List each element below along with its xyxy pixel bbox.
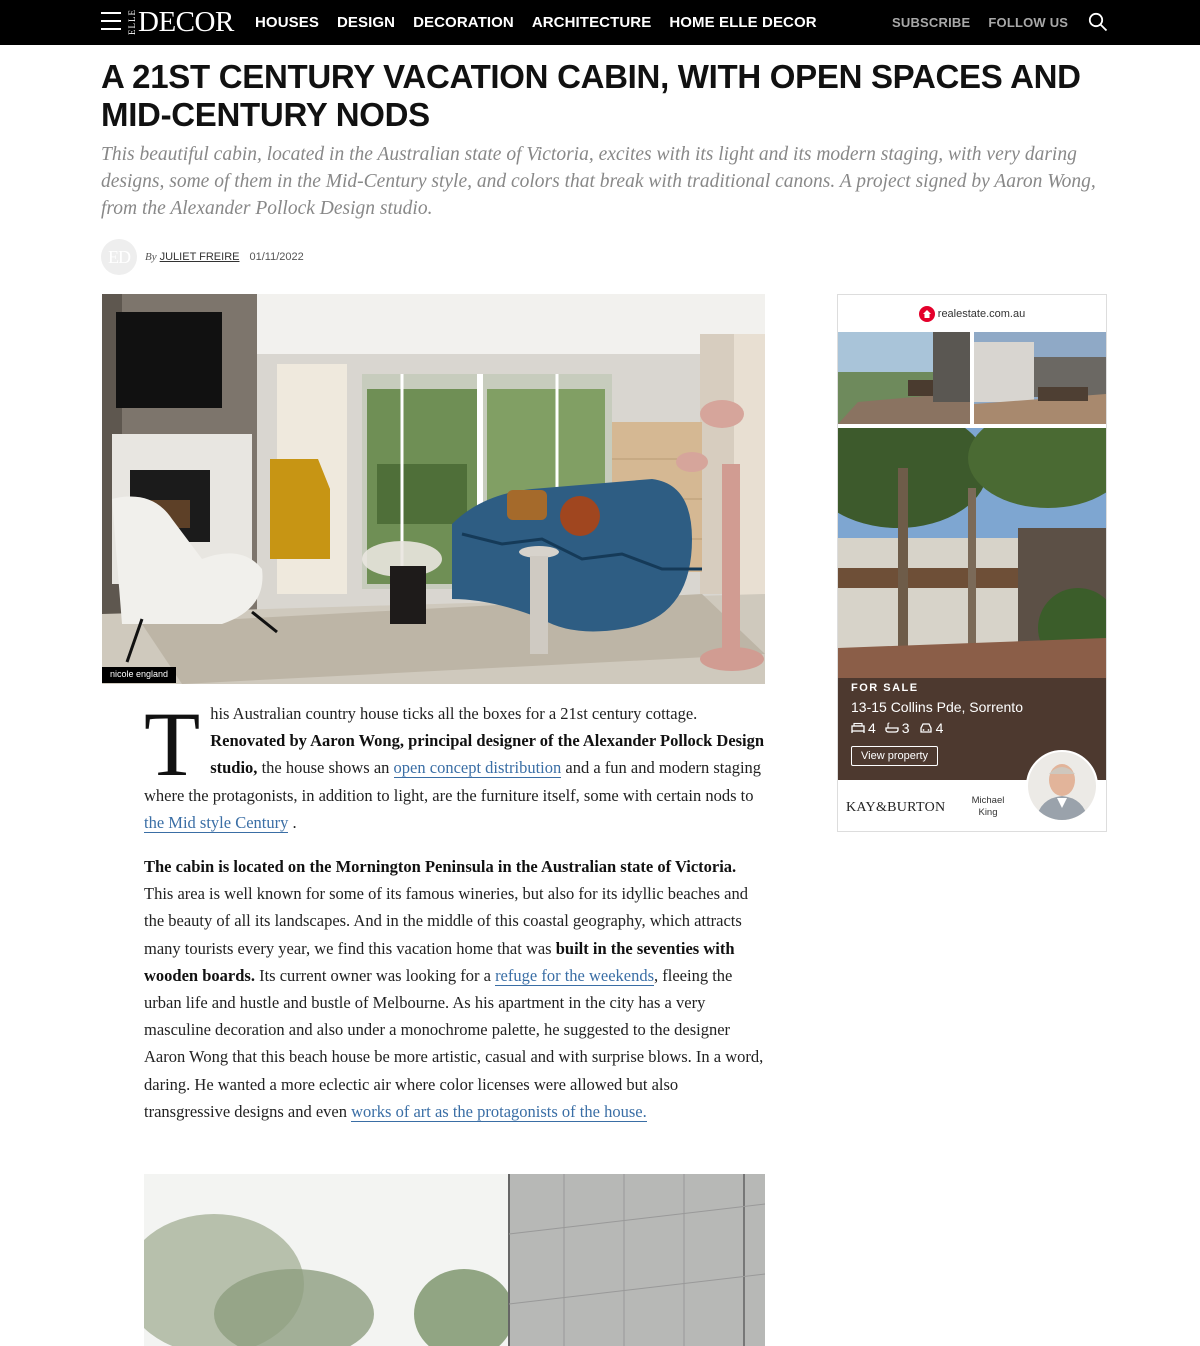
ad-address: 13-15 Collins Pde, Sorrento xyxy=(851,699,1023,715)
p2-bold-2: built in the seventies with wooden boards. xyxy=(144,938,735,985)
nav-link-decoration[interactable]: DECORATION xyxy=(413,14,514,31)
agent-first-name: Michael xyxy=(971,795,1005,806)
p1-text-3: and a fun and modern staging where the protagonists, in addition to light, are the furniture itself, some with certain nods to xyxy=(144,758,762,805)
main-nav-links xyxy=(255,0,835,45)
nav-secondary-links xyxy=(892,0,1086,45)
p1-bold-1: Renovated by Aaron Wong, principal designer of the Alexander Pollock Design studio, xyxy=(210,731,765,778)
ad-cars-count: 4 xyxy=(935,720,944,736)
agent-photo xyxy=(1026,750,1098,822)
p2-text-2: Its current owner was looking for a xyxy=(254,965,496,985)
agent-last-name: King xyxy=(978,807,998,818)
car-icon xyxy=(919,722,933,734)
byline xyxy=(145,251,304,263)
ad-features xyxy=(851,720,952,736)
ad-beds xyxy=(851,720,876,736)
ad-cars xyxy=(919,720,944,736)
article-body xyxy=(144,693,766,1142)
ad-beds-count: 4 xyxy=(868,720,876,736)
ad-thumbnails xyxy=(838,332,1106,424)
realestate-home-icon xyxy=(919,306,935,322)
bed-icon xyxy=(851,722,865,734)
link-mid-century[interactable]: the Mid style Century xyxy=(144,812,289,832)
elle-decor-logo[interactable] xyxy=(127,4,234,40)
second-article-image xyxy=(144,1174,765,1346)
nav-link-design[interactable]: DESIGN xyxy=(336,14,396,31)
p1-text-1: his Australian country house ticks all the boxes for a 21st century cottage. xyxy=(210,704,698,723)
ad-baths-count: 3 xyxy=(901,720,910,736)
author-link[interactable]: JULIET FREIRE xyxy=(159,251,240,263)
author-avatar: ED xyxy=(101,239,137,275)
drop-cap: T xyxy=(144,693,201,795)
p1-text-4: . xyxy=(288,812,297,832)
p2-text-1: This area is well known for some of its famous wineries, but also for its idyllic beaches and the beauty of all its landscapes. And in the middle of this coastal geography, which attracts many tourists every year, we find this vacation home that was xyxy=(144,884,748,958)
publish-date: 01/11/2022 xyxy=(249,251,304,263)
link-refuge-weekends[interactable]: refuge for the weekends xyxy=(495,965,655,985)
ad-for-sale-label: FOR SALE xyxy=(851,682,919,694)
article-title: A 21ST CENTURY VACATION CABIN, WITH OPEN SPACES AND MID-CENTURY NODS xyxy=(101,58,1081,133)
ad-brand-header xyxy=(838,295,1106,332)
bath-icon xyxy=(885,722,899,734)
agency-logo: KAY&BURTON xyxy=(846,800,946,815)
logo-elle-text: ELLE xyxy=(127,9,137,35)
follow-us-link[interactable]: FOLLOW US xyxy=(988,15,1069,30)
subscribe-link[interactable]: SUBSCRIBE xyxy=(892,15,971,30)
top-nav-bar xyxy=(0,0,1200,45)
paragraph-1 xyxy=(144,693,766,836)
link-works-of-art[interactable]: works of art as the protagonists of the house. xyxy=(351,1101,647,1121)
ad-brand-name: realestate.com.au xyxy=(937,307,1026,320)
link-open-concept[interactable]: open concept distribution xyxy=(393,758,562,778)
p2-bold-1: The cabin is located on the Mornington Peninsula in the Australian state of Victoria. xyxy=(144,857,737,877)
article-dek: This beautiful cabin, located in the Australian state of Victoria, excites with its light and its modern staging, with very daring designs, some of them in the Mid-Century style, and colors that break with traditional canons. A project signed by Aaron Wong, from the Alexander Pollock Design studio. xyxy=(101,144,1096,219)
paragraph-2 xyxy=(144,853,766,1125)
nav-link-houses[interactable]: HOUSES xyxy=(255,14,319,31)
view-property-button[interactable]: View property xyxy=(851,746,938,766)
p1-text-2: the house shows an xyxy=(257,758,394,778)
hamburger-menu-icon[interactable] xyxy=(101,12,121,30)
agent-name xyxy=(966,795,1010,819)
nav-link-home-elle-decor[interactable]: HOME ELLE DECOR xyxy=(669,14,817,31)
realestate-ad[interactable] xyxy=(837,294,1107,832)
p2-text-3: , fleeing the urban life and hustle and bustle of Melbourne. As his apartment in the city has a very masculine decoration and also under a monochrome palette, he suggested to the designer Aaron Wong that this beach house be more artistic, casual and with surprise blows. In a word, daring. He wanted a more eclectic air where color licenses were allowed but also transgressive designs and even xyxy=(144,965,764,1121)
ad-baths xyxy=(885,720,910,736)
search-icon[interactable] xyxy=(1088,12,1108,32)
hero-image xyxy=(102,294,765,684)
byline-by: By xyxy=(145,251,157,263)
nav-link-architecture[interactable]: ARCHITECTURE xyxy=(531,14,652,31)
logo-decor-text: DECOR xyxy=(138,5,234,38)
photo-credit: nicole england xyxy=(102,667,176,683)
